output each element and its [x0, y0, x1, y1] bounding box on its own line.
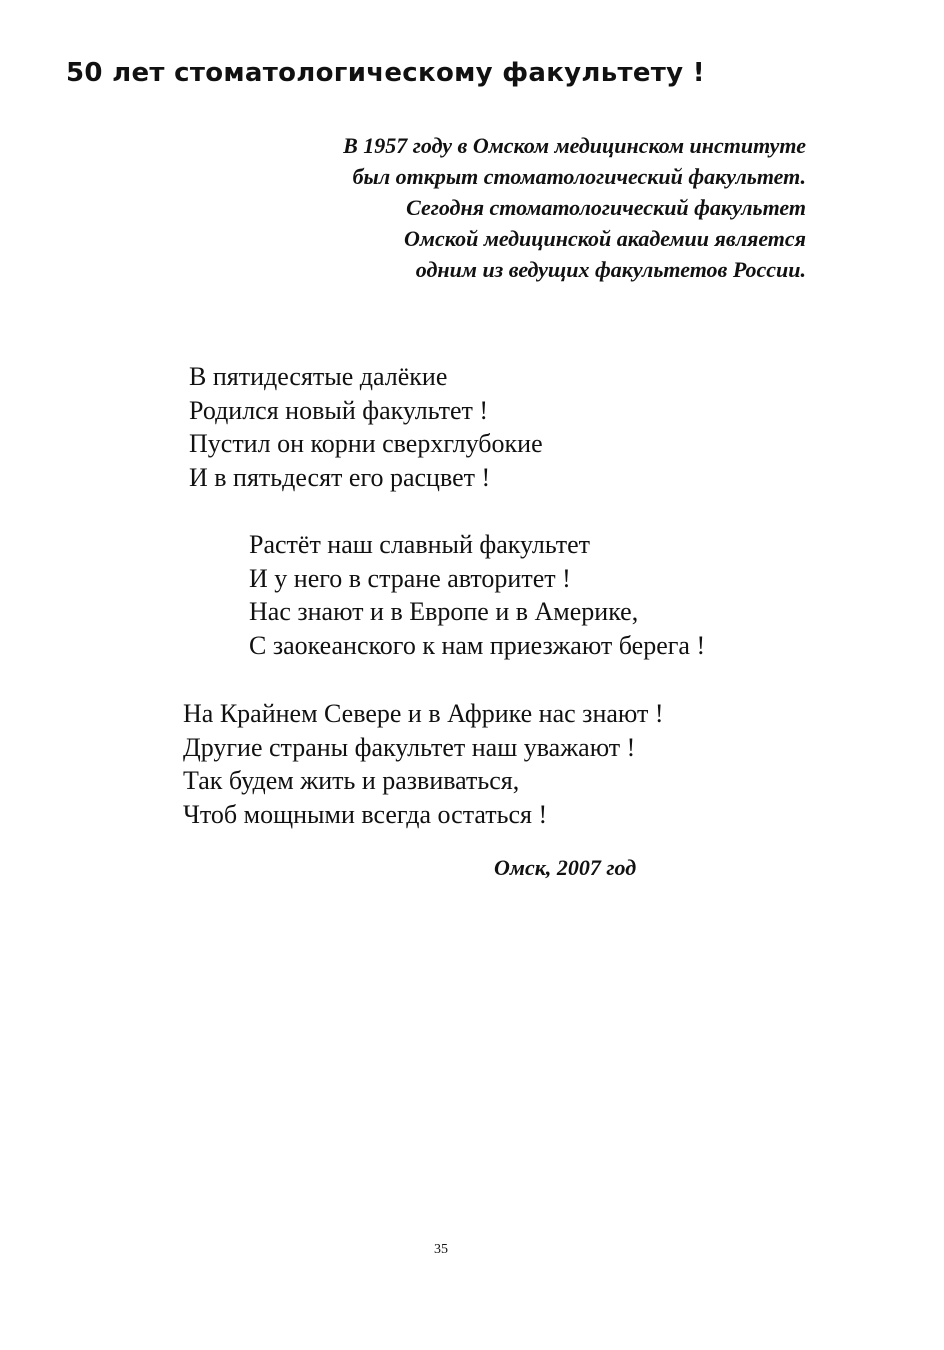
poem-line: Так будем жить и развиваться,: [183, 766, 520, 795]
epigraph-line: Сегодня стоматологический факультет: [406, 195, 806, 220]
epigraph-line: одним из ведущих факультетов России.: [415, 257, 806, 282]
poem-line: Родился новый факультет !: [189, 395, 489, 425]
epigraph-line: был открыт стоматологический факультет.: [352, 164, 806, 189]
poem-line: С заокеанского к нам приезжают берега !: [249, 630, 706, 660]
epigraph-line: В 1957 году в Омском медицинском институте: [343, 133, 806, 158]
poem-line: Пустил он корни сверхглубокие: [189, 429, 543, 458]
poem-line: Другие страны факультет наш уважают !: [183, 732, 636, 762]
epigraph: [343, 130, 806, 285]
poem-line: И у него в стране авторитет !: [249, 563, 571, 593]
poem-stanza-1: [189, 360, 543, 494]
poem-line: Нас знают и в Европе и в Америке,: [249, 597, 639, 626]
epigraph-line: Омской медицинской академии является: [404, 226, 806, 251]
poem-line: На Крайнем Севере и в Африке нас знают !: [183, 699, 664, 728]
signature: Омск, 2007 год: [494, 855, 637, 880]
poem-line: В пятидесятые далёкие: [189, 362, 448, 391]
poem-line: Растёт наш славный факультет: [249, 530, 591, 559]
page-title: 50 лет стоматологическому факультету !: [66, 58, 705, 88]
page-number: 35: [434, 1242, 448, 1257]
poem-stanza-2: [249, 528, 705, 662]
poem-line: Чтоб мощными всегда остаться !: [183, 799, 548, 829]
poem-line: И в пятьдесят его расцвет !: [189, 462, 491, 492]
poem-stanza-3: [183, 697, 664, 831]
